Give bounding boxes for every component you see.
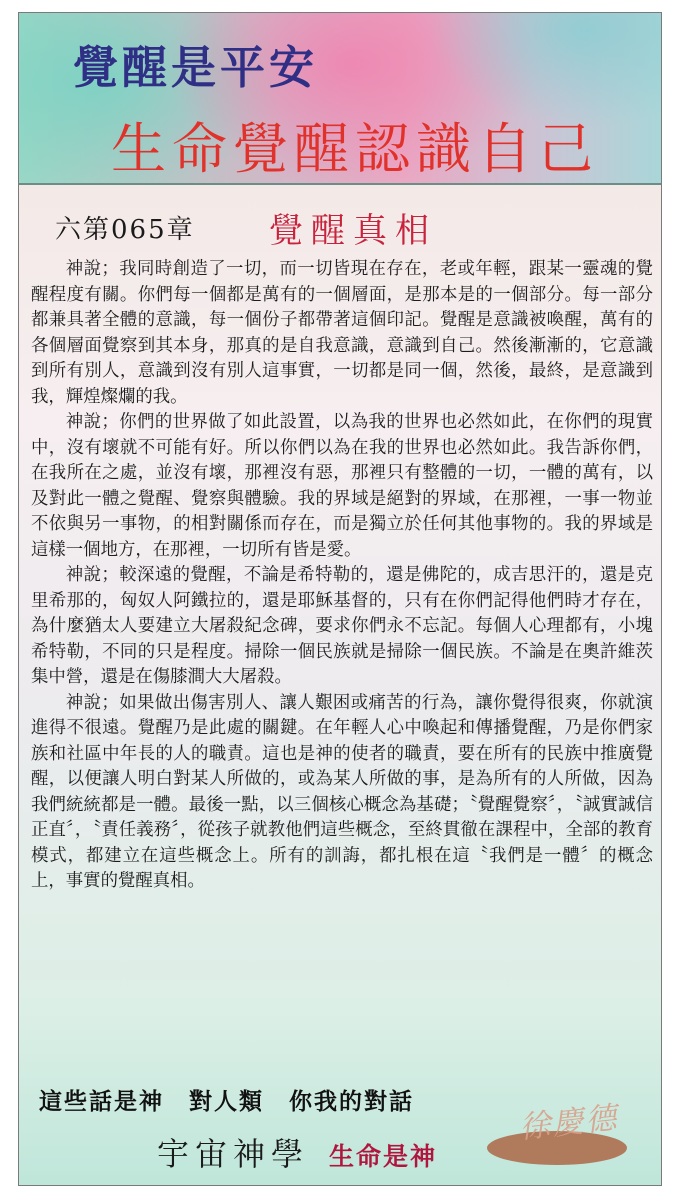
paragraph: 神說；你們的世界做了如此設置，以為我的世界也必然如此，在你們的現實中，沒有壞就不可能有好。所以你們以為在我的世界也必然如此。我告訴你們，在我所在之處，並沒有壞，那裡沒有惡，那裡只有整體的一切，一體的萬有，以及對此一體之覺醒、覺察與體驗。我的界域是絕對的界域，在那裡，一事一物並不依與另一事物，的相對關係而存在，而是獨立於任何其他事物的。我的界域是這樣一個地方，在那裡，一切所有皆是愛。 (31, 412, 653, 560)
chapter-number: 六第065章 (55, 215, 195, 245)
banner-title-line2: 生命覺醒認識自己 (111, 117, 600, 181)
footer-dialogue-line: 這些話是神 對人類 你我的對話 (39, 1088, 414, 1115)
footer-motto: 生命是神 (329, 1142, 438, 1171)
paragraph: 神說；我同時創造了一切，而一切皆現在存在，老或年輕，跟某一靈魂的覺醒程度有關。你們每一個都是萬有的一個層面，是那本是的一個部分。每一部分都兼具著全體的意識，每一個份子都帶著這個印記。覺醒是意識被喚醒，萬有的各個層面覺察到其本身，那真的是自我意識，意識到自己。然後漸漸的，它意識到所有別人，意識到沒有別人這事實，一切都是同一個，然後，最終，是意識到我，輝煌燦爛的我。 (31, 259, 653, 407)
chapter-title: 覺醒真相 (269, 211, 437, 251)
paragraph: 神說；較深遠的覺醒，不論是希特勒的，還是佛陀的，成吉思汗的，還是克里希那的，匈奴人阿鐵拉的，還是耶穌基督的，只有在你們記得他們時才存在，為什麼猶太人要建立大屠殺紀念碑，要求你們永不忘記。每個人心理都有，小塊希特勒，不同的只是程度。掃除一個民族就是掃除一個民族。不論是在奧許維茨集中營，還是在傷膝澗大大屠殺。 (31, 565, 653, 687)
footer-brand: 宇宙神學 (157, 1135, 310, 1173)
page-frame (18, 12, 662, 1186)
paragraph: 神說；如果做出傷害別人、讓人艱困或痛苦的行為，讓你覺得很爽，你就演進得不很遠。覺醒乃是此處的關鍵。在年輕人心中喚起和傳播覺醒，乃是你們家族和社區中年長的人的職責。這也是神的使者的職責，要在所有的民族中推廣覺醒，以便讓人明白對某人所做的，或為某人所做的事，是為所有的人所做，因為我們統統都是一體。最後一點，以三個核心概念為基礎；〝覺醒覺察〞，〝誠實誠信正直〞，〝責任義務〞，從孩子就教他們這些概念，至終貫徹在課程中，全部的教育模式，都建立在這些概念上。所有的訓誨，都扎根在這〝我們是一體〞的概念上，事實的覺醒真相。 (31, 692, 653, 891)
banner-title-line1: 覺醒是平安 (73, 41, 319, 94)
author-signature: 徐慶德 (517, 1099, 620, 1147)
header-banner (19, 13, 661, 185)
article-body (31, 257, 653, 895)
